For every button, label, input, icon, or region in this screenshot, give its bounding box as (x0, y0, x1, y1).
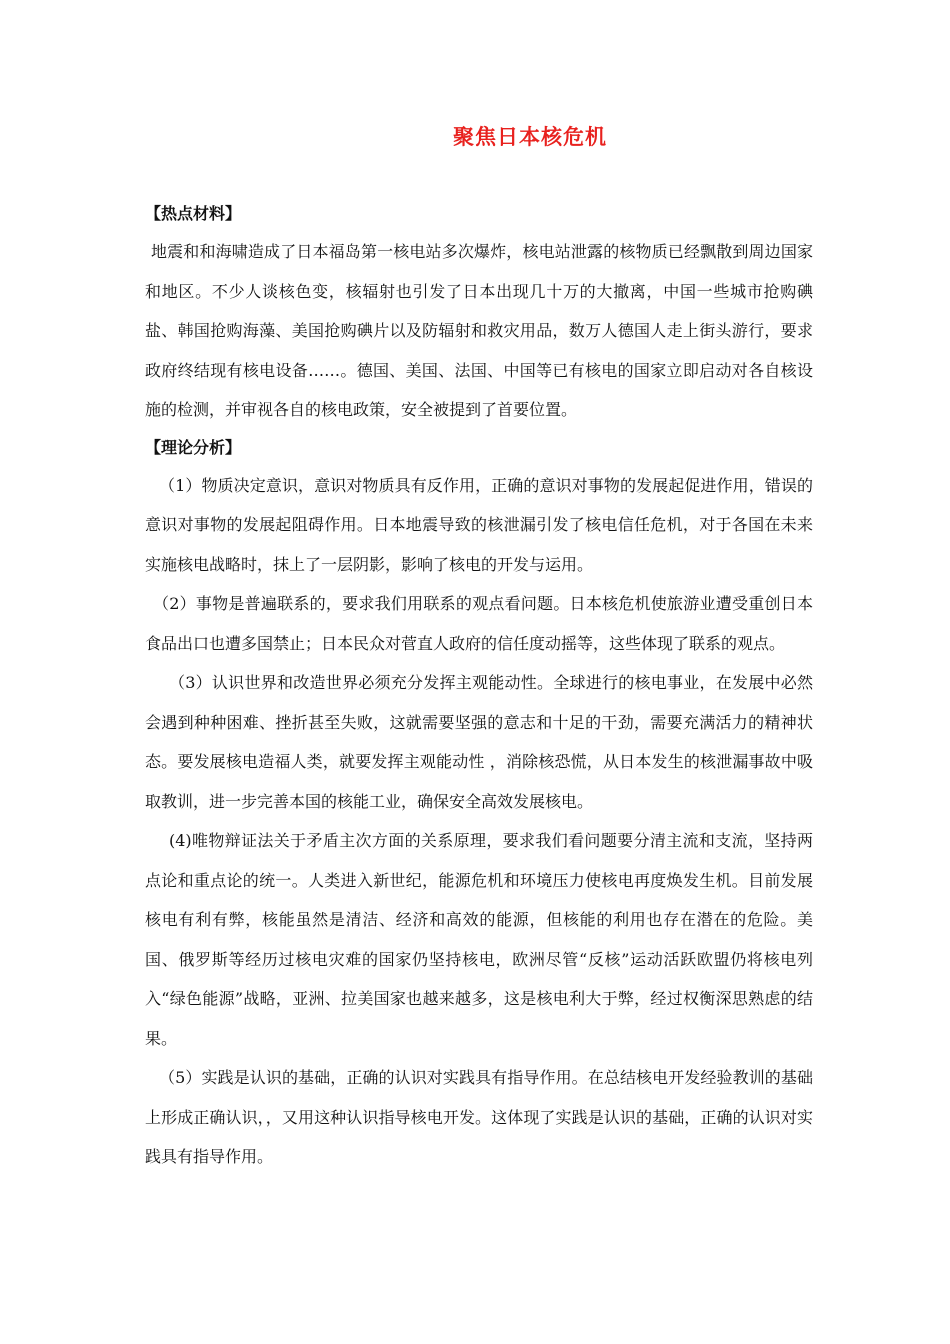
hot-material-heading: 【热点材料】 (145, 204, 242, 223)
hot-material-paragraph: 地震和和海啸造成了日本福岛第一核电站多次爆炸，核电站泄露的核物质已经飘散到周边国家和地区。不少人谈核色变，核辐射也引发了日本出现几十万的大撤离，中国一些城市抢购碘盐、韩国抢购海藻、美国抢购碘片以及防辐射和救灾用品，数万人德国人走上街头游行，要求政府终结现有核电设备……。德国、美国、法国、中国等已有核电的国家立即启动对各自核设施的检测，并审视各自的核电政策，安全被提到了首要位置。 (145, 242, 813, 419)
document-title: 聚焦日本核危机 (453, 125, 607, 149)
theory-paragraph-3: （3）认识世界和改造世界必须充分发挥主观能动性。全球进行的核电事业，在发展中必然会遇到种种困难、挫折甚至失败，这就需要坚强的意志和十足的干劲，需要充满活力的精神状态。要发展核电造福人类，就要发挥主观能动性 ，消除核恐慌，从日本发生的核泄漏事故中吸取教训，进一步完善本国的核能工业，确保安全高效发展核电。 (145, 673, 813, 811)
document-body (145, 196, 813, 1177)
theory-analysis-heading: 【理论分析】 (145, 437, 242, 457)
theory-paragraph-2: （2）事物是普遍联系的，要求我们用联系的观点看问题。日本核危机使旅游业遭受重创日本食品出口也遭多国禁止；日本民众对菅直人政府的信任度动摇等，这些体现了联系的观点。 (145, 594, 813, 653)
theory-paragraph-1: （1）物质决定意识，意识对物质具有反作用，正确的意识对事物的发展起促进作用，错误的意识对事物的发展起阻碍作用。日本地震导致的核泄漏引发了核电信任危机，对于各国在未来实施核电战略时，抹上了一层阴影，影响了核电的开发与运用。 (145, 475, 813, 574)
theory-paragraph-4: (4)唯物辩证法关于矛盾主次方面的关系原理，要求我们看问题要分清主流和支流，坚持两点论和重点论的统一。人类进入新世纪，能源危机和环境压力使核电再度焕发生机。目前发展核电有利有弊，核能虽然是清洁、经济和高效的能源，但核能的利用也存在潜在的危险。美国、俄罗斯等经历过核电灾难的国家仍坚持核电，欧洲尽管“反核”运动活跃欧盟仍将核电列入“绿色能源”战略，亚洲、拉美国家也越来越多，这是核电利大于弊，经过权衡深思熟虑的结果。 (145, 831, 813, 1048)
theory-paragraph-5: （5）实践是认识的基础，正确的认识对实践具有指导作用。在总结核电开发经验教训的基础上形成正确认识，，又用这种认识指导核电开发。这体现了实践是认识的基础，正确的认识对实践具有指导作用。 (145, 1068, 813, 1166)
